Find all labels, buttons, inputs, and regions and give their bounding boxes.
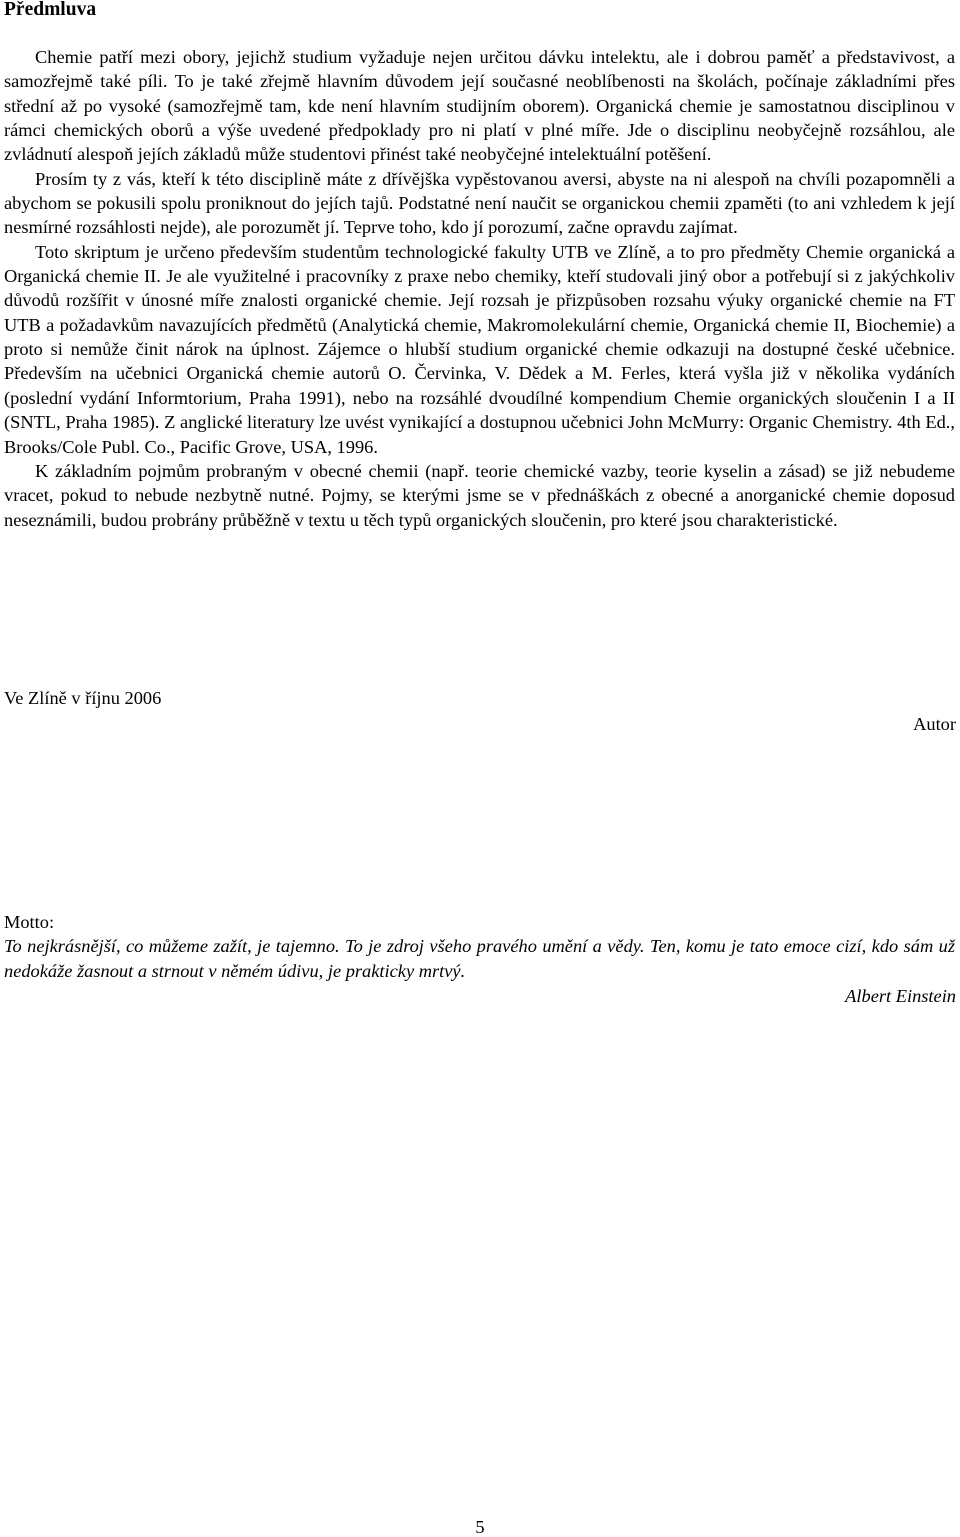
page-number: 5 [475,1517,485,1537]
place-date: Ve Zlíně v říjnu 2006 [4,688,162,708]
page-title: Předmluva [4,0,97,20]
motto-author: Albert Einstein [845,986,956,1006]
paragraph: Prosím ty z vás, kteří k této disciplině máte z dřívějška vypěstovanou aversi, abyste na ni alespoň na chvíli pozapomněli a abychom se pokusili spolu proniknout do jejích tajů. Podstatné není naučit se organickou chemii zpaměti (to ani vzhledem k její nesmírné rozsáhlosti nejde), ale porozumět jí. Teprve toho, kdo jí porozumí, začne opravdu zajímat. [4,168,955,238]
motto-label: Motto: [4,912,55,932]
author-signature: Autor [913,714,956,734]
motto-quote: To nejkrásnější, co můžeme zažít, je tajemno. To je zdroj všeho pravého umění a vědy. Ten, komu je tato emoce cizí, kdo sám už nedokáže žasnout a strnout v němém údivu, je prakticky mrtvý. [4,936,955,981]
paragraph: K základním pojmům probraným v obecné chemii (např. teorie chemické vazby, teorie kyselin a zásad) se již nebudeme vracet, pokud to nebude nezbytně nutné. Pojmy, se kterými jsme se v přednáškách z obecné a anorganické chemie doposud neseznámili, budou probrány průběžně v textu u těch typů organických sloučenin, pro které jsou charakteristické. [4,460,955,530]
paragraph: Toto skriptum je určeno především studentům technologické fakulty UTB ve Zlíně, a to pro předměty Chemie organická a Organická chemie II. Je ale využitelné i pracovníky z praxe nebo chemiky, kteří studovali jiný obor a potřebují si z jakýchkoliv důvodů rozšířit v únosné míře znalosti organické chemie. Její rozsah je přizpůsoben rozsahu výuky organické chemie na FT UTB a požadavkům navazujících předmětů (Analytická chemie, Makromolekulární chemie, Organická chemie II, Biochemie) a proto si nemůže činit nárok na úplnost. Zájemce o hlubší studium organické chemie odkazuji na dostupné české učebnice. Především na učebnici Organická chemie autorů O. Červinka, V. Dědek a M. Ferles, která vyšla již v několika vydáních (poslední vydání Informtorium, Praha 1991), nebo na rozsáhlé dvoudílné kompendium Chemie organických sloučenin I a II (SNTL, Praha 1985). Z anglické literatury lze uvést vynikající a dostupnou učebnici John McMurry: Organic Chemistry. 4th Ed., Brooks/Cole Publ. Co., Pacific Grove, USA, 1996. [4,241,955,457]
preface-body [4,45,955,532]
paragraph: Chemie patří mezi obory, jejichž studium vyžaduje nejen určitou dávku intelektu, ale i dobrou paměť a představivost, a samozřejmě také píli. To je také zřejmě hlavním důvodem její současné neoblíbenosti na školách, počínaje základními přes střední až po vysoké (samozřejmě tam, kde není hlavním studijním oborem). Organická chemie je samostatnou disciplinou v rámci chemických oborů a výše uvedené předpoklady pro ni platí v plné míře. Jde o disciplinu neobyčejně rozsáhlou, ale zvládnutí alespoň jejích základů může studentovi přinést také neobyčejné intelektuální potěšení. [4,47,955,165]
